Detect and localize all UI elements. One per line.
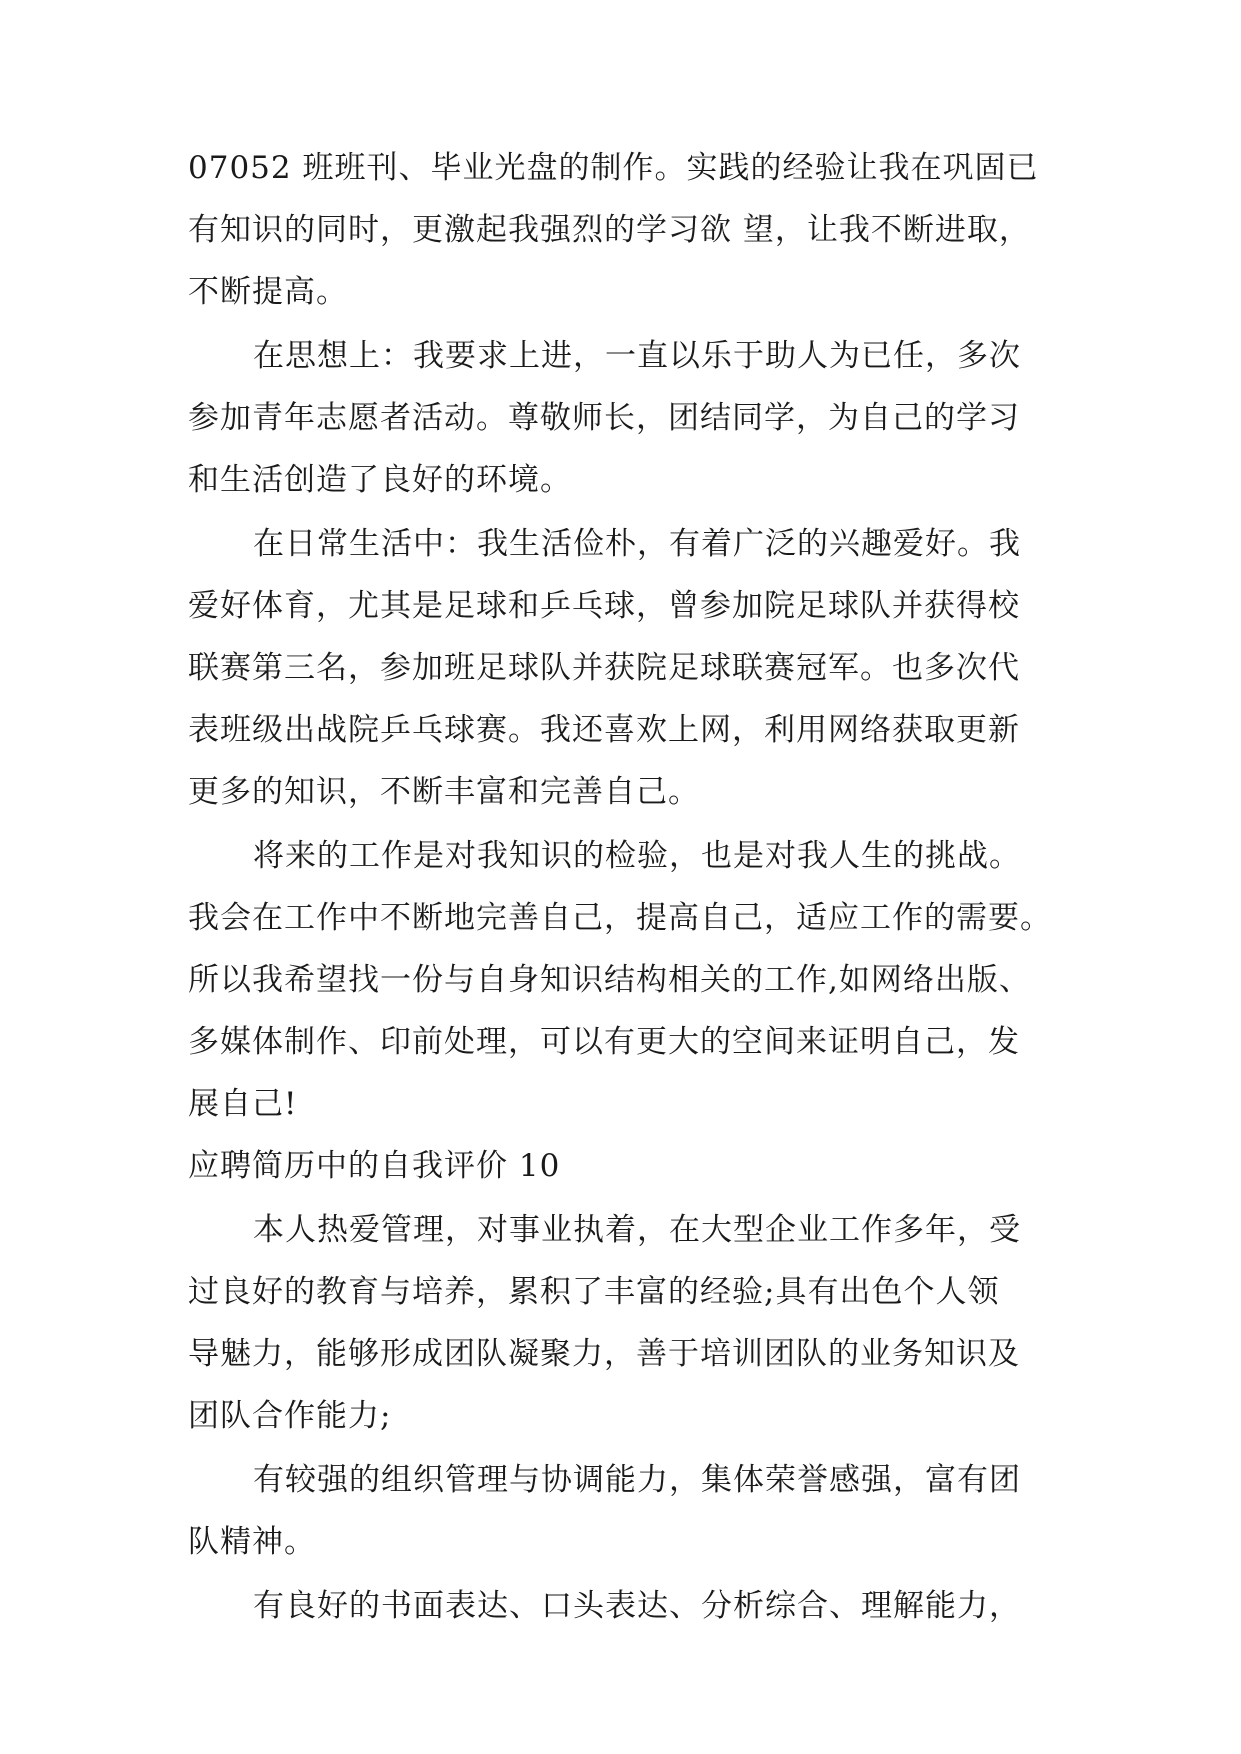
text-line: 展自己! <box>188 1086 298 1122</box>
text-line: 表班级出战院乒乓球赛。我还喜欢上网，利用网络获取更新 <box>188 712 1020 748</box>
paragraph-start-line: 本人热爱管理，对事业执着，在大型企业工作多年，受 <box>253 1212 1021 1248</box>
text-line: 团队合作能力; <box>188 1398 392 1434</box>
text-line: 我会在工作中不断地完善自己，提高自己，适应工作的需要。 <box>188 900 1052 936</box>
text-line: 所以我希望找一份与自身知识结构相关的工作,如网络出版、 <box>188 962 1031 998</box>
text-line: 爱好体育，尤其是足球和乒乓球，曾参加院足球队并获得校 <box>188 588 1020 624</box>
text-line: 多媒体制作、印前处理，可以有更大的空间来证明自己，发 <box>188 1024 1020 1060</box>
text-line: 更多的知识，不断丰富和完善自己。 <box>188 774 700 810</box>
text-line: 和生活创造了良好的环境。 <box>188 462 572 498</box>
section-heading: 应聘简历中的自我评价 10 <box>188 1148 561 1184</box>
text-line: 参加青年志愿者活动。尊敬师长，团结同学，为自己的学习 <box>188 400 1020 436</box>
paragraph-start-line: 将来的工作是对我知识的检验，也是对我人生的挑战。 <box>253 838 1021 874</box>
text-line: 过良好的教育与培养，累积了丰富的经验;具有出色个人领 <box>188 1274 1000 1310</box>
text-line: 不断提高。 <box>188 274 348 310</box>
text-line: 联赛第三名，参加班足球队并获院足球联赛冠军。也多次代 <box>188 650 1020 686</box>
text-line: 07052 班班刊、毕业光盘的制作。实践的经验让我在巩固已 <box>188 150 1039 186</box>
text-line: 有知识的同时，更激起我强烈的学习欲 望，让我不断进取， <box>188 212 1031 248</box>
paragraph-start-line: 有良好的书面表达、口头表达、分析综合、理解能力， <box>253 1588 1021 1624</box>
text-line: 队精神。 <box>188 1524 316 1560</box>
text-line: 导魅力，能够形成团队凝聚力，善于培训团队的业务知识及 <box>188 1336 1020 1372</box>
paragraph-start-line: 在思想上：我要求上进，一直以乐于助人为已任，多次 <box>253 338 1021 374</box>
paragraph-start-line: 在日常生活中：我生活俭朴，有着广泛的兴趣爱好。我 <box>253 526 1021 562</box>
paragraph-start-line: 有较强的组织管理与协调能力，集体荣誉感强，富有团 <box>253 1462 1021 1498</box>
